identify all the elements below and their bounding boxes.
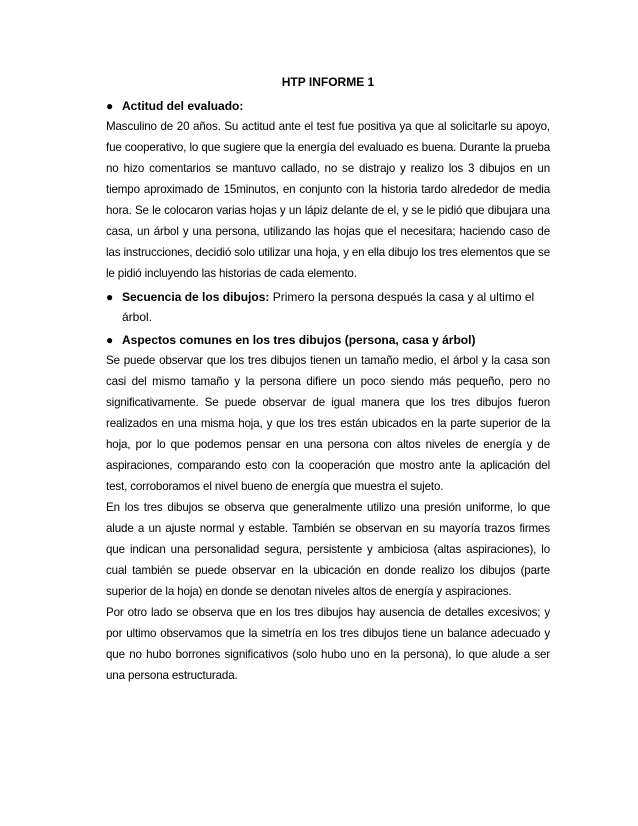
paragraph-details: Por otro lado se observa que en los tres dibujos hay ausencia de detalles excesivos; y por ultimo observamos que la simetría en los tres dibujos tiene un balance adecuado y que no hubo borrones significativos (solo hubo uno en la persona), lo que alude a ser una persona estructurada. [106,606,550,682]
paragraph-size: Se puede observar que los tres dibujos tienen un tamaño medio, el árbol y la casa son casi del mismo tamaño y la persona difiere un poco siendo más pequeño, pero no significativamente. Se puede observar de igual manera que los tres dibujos fueron realizados en una misma hoja, y que los tres están ubicados en la parte superior de la hoja, por lo que podemos pensar en una persona con altos niveles de energía y de aspiraciones, comparando esto con la cooperación que mostro ante la aplicación del test, corroboramos el nivel bueno de energía que muestra el sujeto. [106,354,550,493]
bullet-sequence [106,287,550,327]
bullet-attitude [106,96,550,116]
bullet-attitude-label: Actitud del evaluado: [122,99,244,113]
bullet-sequence-content [122,287,550,327]
bullet-sequence-label: Secuencia de los dibujos: [122,290,270,304]
bullet-sequence-text: Primero la persona después la casa y al ultimo el árbol. [122,290,535,324]
paragraph-attitude: Masculino de 20 años. Su actitud ante el test fue positiva ya que al solicitarle su apoyo, fue cooperativo, lo que sugiere que la energía del evaluado es buena. Durante la prueba no hizo comentarios se mantuvo callado, no se distrajo y realizo los 3 dibujos en un tiempo aproximado de 15minutos, en conjunto con la historia tardo alrededor de media hora. Se le colocaron varias hojas y un lápiz delante de el, y se le pidió que dibujara una casa, un árbol y una persona, utilizando las hojas que el necesitara; haciendo caso de las instrucciones, decidió solo utilizar una hoja, y en ella dibujo los tres elementos que se le pidió incluyendo las historias de cada elemento. [106,120,550,280]
bullet-icon: ● [106,333,114,347]
bullet-common-aspects [106,330,550,350]
bullet-icon: ● [106,290,114,304]
bullet-icon: ● [106,99,114,113]
paragraph-pressure: En los tres dibujos se observa que generalmente utilizo una presión uniforme, lo que alude a un ajuste normal y estable. También se observan en su mayoría trazos firmes que indican una personalidad segura, persistente y ambiciosa (altas aspiraciones), lo cual también se puede observar en la ubicación en donde realizo los dibujos (parte superior de la hoja) en donde se denotan niveles altos de energía y aspiraciones. [106,501,550,598]
document-body [106,72,550,686]
bullet-common-aspects-label: Aspectos comunes en los tres dibujos (persona, casa y árbol) [122,333,476,347]
document-title: HTP INFORME 1 [281,75,375,89]
